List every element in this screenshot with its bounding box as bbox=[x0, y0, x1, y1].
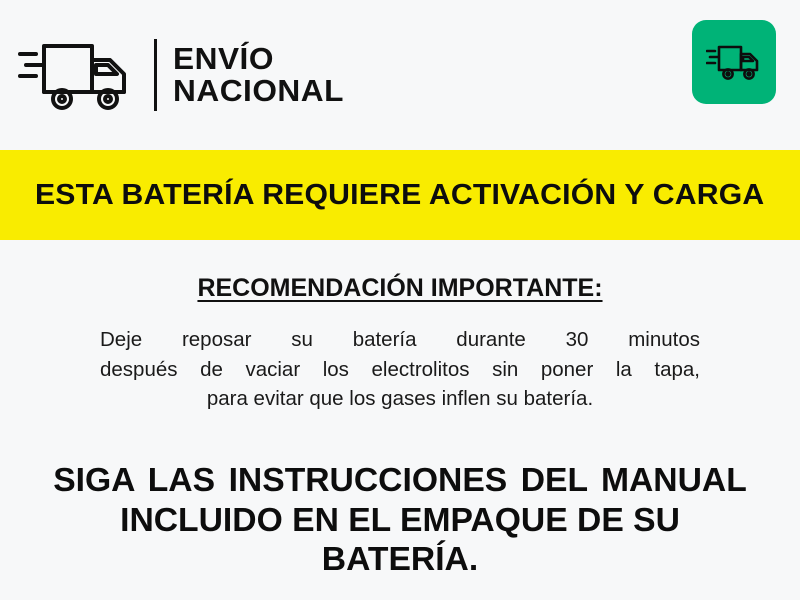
header bbox=[0, 0, 800, 150]
brand-line-2: NACIONAL bbox=[173, 73, 344, 108]
activation-banner bbox=[0, 150, 800, 240]
brand-line-1: ENVÍO bbox=[173, 41, 274, 77]
delivery-truck-icon bbox=[18, 36, 138, 114]
closing-line-2: INCLUIDO EN EL EMPAQUE DE SU BATERÍA. bbox=[120, 500, 680, 578]
delivery-truck-badge-icon bbox=[692, 20, 776, 104]
brand-text bbox=[173, 41, 344, 108]
recommendation-line-1: Deje reposar su batería durante 30 minutos bbox=[100, 328, 700, 351]
recommendation-line-2: después de vaciar los electrolitos sin poner la tapa, bbox=[100, 357, 700, 381]
recommendation-line-3: para evitar que los gases inflen su batería. bbox=[206, 387, 594, 411]
content bbox=[0, 240, 800, 579]
brand-divider bbox=[154, 39, 157, 111]
recommendation-title: RECOMENDACIÓN IMPORTANTE: bbox=[197, 274, 603, 302]
closing-line-1: SIGA LAS INSTRUCCIONES DEL MANUAL bbox=[53, 461, 747, 499]
brand-lockup bbox=[18, 36, 344, 114]
activation-banner-text: ESTA BATERÍA REQUIERE ACTIVACIÓN Y CARGA bbox=[35, 178, 765, 211]
recommendation-body bbox=[100, 325, 700, 414]
closing-instruction bbox=[53, 460, 747, 579]
